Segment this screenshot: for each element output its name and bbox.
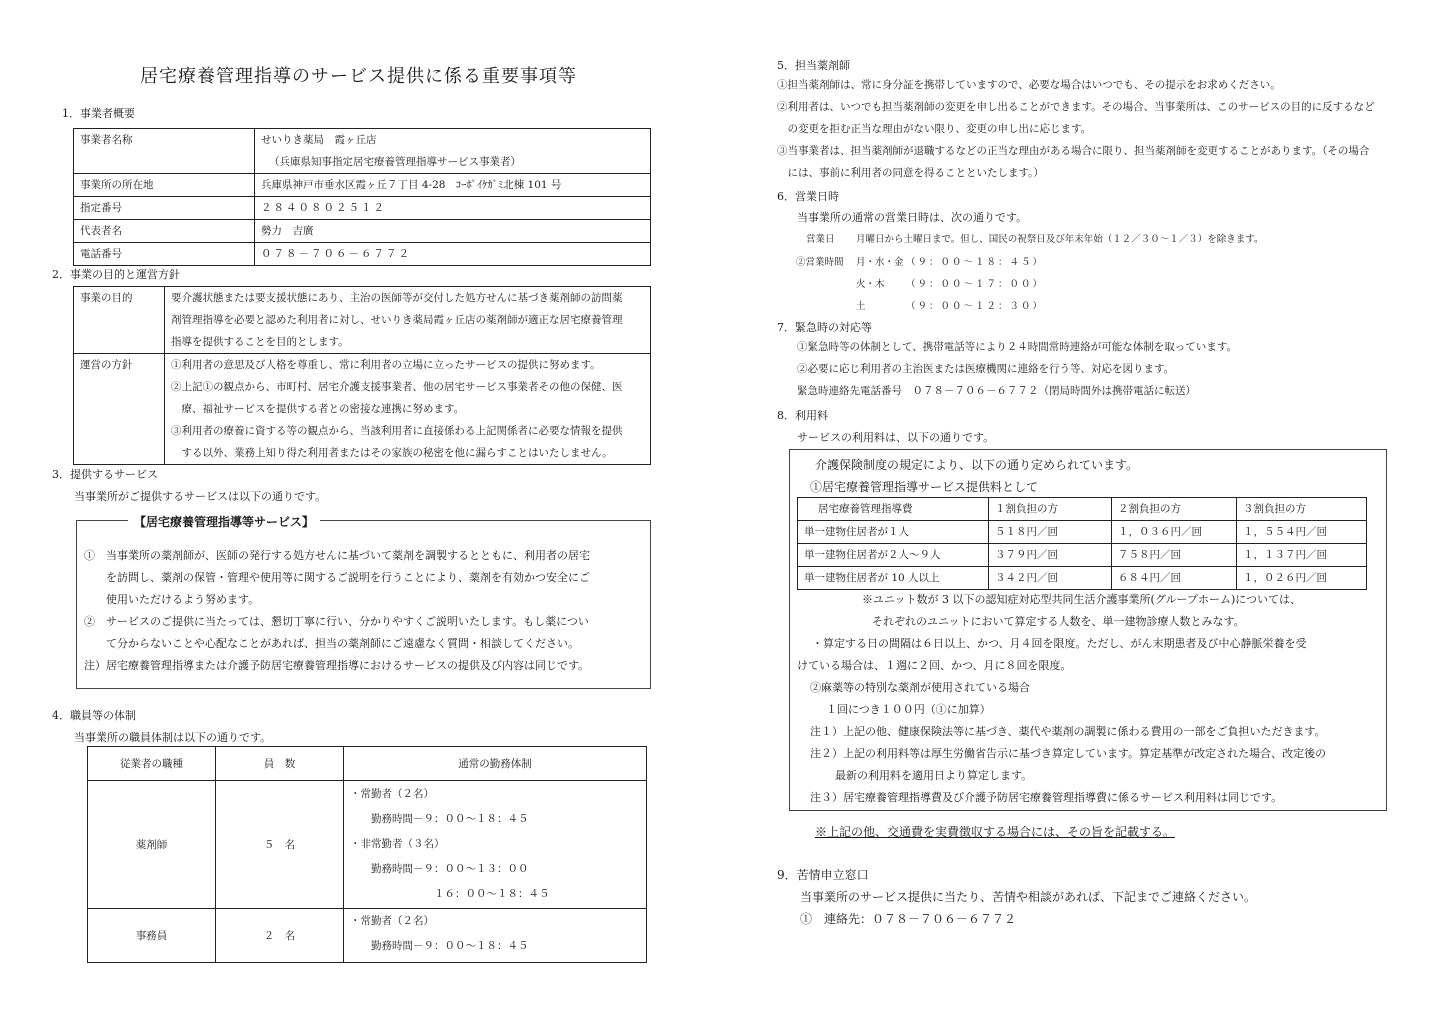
section-1-heading: 1．事業者概要 — [62, 107, 135, 120]
fee-note: １回につき１００円（①に加算） — [826, 703, 991, 716]
fee-cell: １，１３７円／回 — [1237, 544, 1367, 567]
row-value: せいりき薬局 霞ヶ丘店 （兵庫県知事指定居宅療養管理指導サービス事業者） — [255, 129, 651, 174]
schedule-pharmacist: ・常勤者（２名） 勤務時間－９：００～１８：４５ ・非常勤者（３名） 勤務時間－９：００～１３：００ １６：００～１８：４５ — [344, 781, 647, 909]
business-days-label: 営業日 — [806, 234, 835, 245]
complaint-contact: ① 連絡先：０７８－７０６－６７７２ — [800, 912, 1017, 926]
section-3-heading: 3．提供するサービス — [52, 468, 158, 481]
staff-table — [87, 746, 647, 963]
fee-header: １割負担の方 — [989, 498, 1112, 521]
fee-note: 最新の利用料を適用日より算定します。 — [835, 769, 1033, 782]
fee-table — [797, 497, 1367, 590]
section-9-intro: 当事業所のサービス提供に当たり、苦情や相談があれば、下記までご連絡ください。 — [800, 890, 1257, 904]
fee-note: 注１）上記の他、健康保険法等に基づき、薬代や薬剤の調製に係わる費用の一部をご負担いただきます。 — [810, 725, 1326, 738]
business-days: 月曜日から土曜日まで。但し、国民の祝祭日及び年末年始（１２／３０～１／３）を除きます。 — [856, 234, 1264, 245]
hours-day: 火・木 — [856, 279, 885, 290]
section-4-intro: 当事業所の職員体制は以下の通りです。 — [74, 731, 272, 744]
service-box-text: ① 当事業所の薬剤師が、医師の発行する処方せんに基づいて薬剤を調製するとともに、利用者の居宅 を訪問し、薬剤の保管・管理や使用等に関するご説明を行うことにより、薬剤を有効かつ安全にご 使用いただけるよう努めます。 ② サービスのご提供に当たっては、懇切丁寧に行い、分かりやすくご説明いたします。もし薬につい て分からないことや心配なことがあれば、担当の薬剤師にご遠慮なく質問・相談してください。 注）居宅療養管理指導または介護予防居宅療養管理指導におけるサービスの提供及び内容は同じです。 — [84, 549, 590, 672]
fee-row-label: 単一建物住居者が 10 人以上 — [798, 567, 989, 590]
fee-note: ②麻薬等の特別な薬剤が使用されている場合 — [810, 681, 1030, 694]
row-label: 事業者名称 — [74, 129, 255, 174]
policy-text: ①利用者の意思及び人格を尊重し、常に利用者の立場に立ったサービスの提供に努めます。 ②上記①の観点から、市町村、居宅介護支援事業者、他の居宅サービス事業者その他の保健、医 療、福祉サービスを提供する者との密接な連携に努めます。 ③利用者の療養に資する等の観点から、当該利用者に直接係わる上記関係者に必要な情報を提供 する以外、業務上知り得た利用者またはその家族の秘密を他に漏らすことはいたしません。 — [165, 354, 651, 465]
hours-day: 月・水・金 — [856, 257, 904, 268]
travel-note: ※上記の他、交通費を実費徴収する場合には、その旨を記載する。 — [815, 825, 1176, 839]
fee-box-intro: 介護保険制度の規定により、以下の通り定められています。 — [815, 458, 1139, 472]
fee-cell: ７５８円／回 — [1112, 544, 1237, 567]
row-value: ２８４０８０２５１２ — [255, 197, 651, 220]
role-clerk: 事務員 — [88, 909, 216, 963]
fee-cell: １，０２６円／回 — [1237, 567, 1367, 590]
policy-label: 運営の方針 — [74, 354, 165, 465]
fee-cell: ３７９円／回 — [989, 544, 1112, 567]
row-value: 兵庫県神戸市垂水区霞ヶ丘７丁目 4-28 ｺｰﾎﾟｲｹｶﾞﾐ北棟 101 号 — [255, 174, 651, 197]
section-8-heading: 8．利用料 — [777, 409, 828, 422]
business-overview-table — [73, 128, 651, 266]
row-label: 事業所の所在地 — [74, 174, 255, 197]
count-pharmacist: ５ 名 — [216, 781, 344, 909]
hours-day: 土 — [856, 301, 866, 312]
page-title: 居宅療養管理指導のサービス提供に係る重要事項等 — [140, 66, 577, 87]
fee-header: ３割負担の方 — [1237, 498, 1367, 521]
purpose-label: 事業の目的 — [74, 287, 165, 354]
fee-cell: ３４２円／回 — [989, 567, 1112, 590]
purpose-text: 要介護状態または要支援状態にあり、主治の医師等が交付した処方せんに基づき薬剤師の訪問薬 剤管理指導を必要と認めた利用者に対し、せいりき薬局霞ヶ丘店の薬剤師が適正な居宅療養管理 指導を提供することを目的とします。 — [165, 287, 651, 354]
fee-cell: １，０３６円／回 — [1112, 521, 1237, 544]
section-5-text: ①担当薬剤師は、常に身分証を携帯していますので、必要な場合はいつでも、その提示をお求めください。 ②利用者は、いつでも担当薬剤師の変更を申し出ることができます。その場合、当事業所は、このサービスの目的に反するなど の変更を拒む正当な理由がない限り、変更の申し出に応じます。 ③当事業者は、担当薬剤師が退職するなどの正当な理由がある場合に限り、担当薬剤師を変更することがあります。（その場合 には、事前に利用者の同意を得ることといたします。） — [777, 79, 1375, 179]
section-8-intro: サービスの利用料は、以下の通りです。 — [797, 431, 995, 444]
fee-note: 注２）上記の利用料等は厚生労働省告示に基づき算定しています。算定基準が改定された場合、改定後の — [810, 747, 1327, 760]
fee-cell: ５１８円／回 — [989, 521, 1112, 544]
fee-note: ※ユニット数が 3 以下の認知症対応型共同生活介護事業所(グループホーム)については、 — [862, 593, 1302, 606]
fee-sub1: ①居宅療養管理指導サービス提供料として — [810, 480, 1039, 494]
business-hours-label: ②営業時間 — [796, 257, 844, 268]
header-count: 員 数 — [216, 747, 344, 781]
section-6-heading: 6．営業日時 — [777, 190, 839, 203]
section-7-text: ①緊急時等の体制として、携帯電話等により２４時間常時連絡が可能な体制を取っています。 ②必要に応じ利用者の主治医または医療機関に連絡を行う等、対応を図ります。 緊急時連絡先電話番号 ０７８－７０６－６７７２（閉局時間外は携帯電話に転送） — [797, 341, 1237, 397]
hours-time: （９：００～１２：３０） — [906, 301, 1045, 312]
section-7-heading: 7．緊急時の対応等 — [777, 321, 872, 334]
header-schedule: 通常の勤務体制 — [344, 747, 647, 781]
section-2-heading: 2．事業の目的と運営方針 — [52, 268, 180, 281]
fee-row-label: 単一建物住居者が２人～９人 — [798, 544, 989, 567]
fee-row-label: 単一建物住居者が１人 — [798, 521, 989, 544]
count-clerk: ２ 名 — [216, 909, 344, 963]
purpose-policy-table — [73, 286, 651, 465]
schedule-clerk: ・常勤者（２名） 勤務時間－９：００～１８：４５ — [344, 909, 647, 963]
row-label: 代表者名 — [74, 220, 255, 243]
section-3-intro: 当事業所がご提供するサービスは以下の通りです。 — [74, 490, 327, 503]
fee-cell: ６８４円／回 — [1112, 567, 1237, 590]
fee-note: けている場合は、１週に２回、かつ、月に８回を限度。 — [797, 659, 1072, 672]
section-9-heading: 9．苦情申立窓口 — [777, 868, 869, 882]
section-6-intro: 当事業所の通常の営業日時は、次の通りです。 — [797, 211, 1028, 224]
fee-header: ２割負担の方 — [1112, 498, 1237, 521]
row-value: 勢力 吉廣 — [255, 220, 651, 243]
row-value: ０７８－７０６－６７７２ — [255, 243, 651, 266]
section-5-heading: 5．担当薬剤師 — [777, 59, 850, 72]
service-box-title: 【居宅療養管理指導等サービス】 — [128, 513, 320, 530]
hours-time: （９：００～１８：４５） — [906, 257, 1045, 268]
fee-cell: １，５５４円／回 — [1237, 521, 1367, 544]
role-pharmacist: 薬剤師 — [88, 781, 216, 909]
hours-time: （９：００～１７：００） — [906, 279, 1045, 290]
fee-header: 居宅療養管理指導費 — [798, 498, 989, 521]
fee-note: ・算定する日の間隔は６日以上、かつ、月４回を限度。ただし、がん末期患者及び中心静脈栄養を受 — [812, 637, 1307, 650]
fee-note: それぞれのユニットにおいて算定する人数を、単一建物診療人数とみなす。 — [872, 615, 1245, 628]
row-label: 指定番号 — [74, 197, 255, 220]
row-label: 電話番号 — [74, 243, 255, 266]
section-4-heading: 4．職員等の体制 — [52, 709, 136, 722]
header-role: 従業者の職種 — [88, 747, 216, 781]
fee-note: 注３）居宅療養管理指導費及び介護予防居宅療養管理指導費に係るサービス利用料は同じです。 — [810, 791, 1283, 804]
